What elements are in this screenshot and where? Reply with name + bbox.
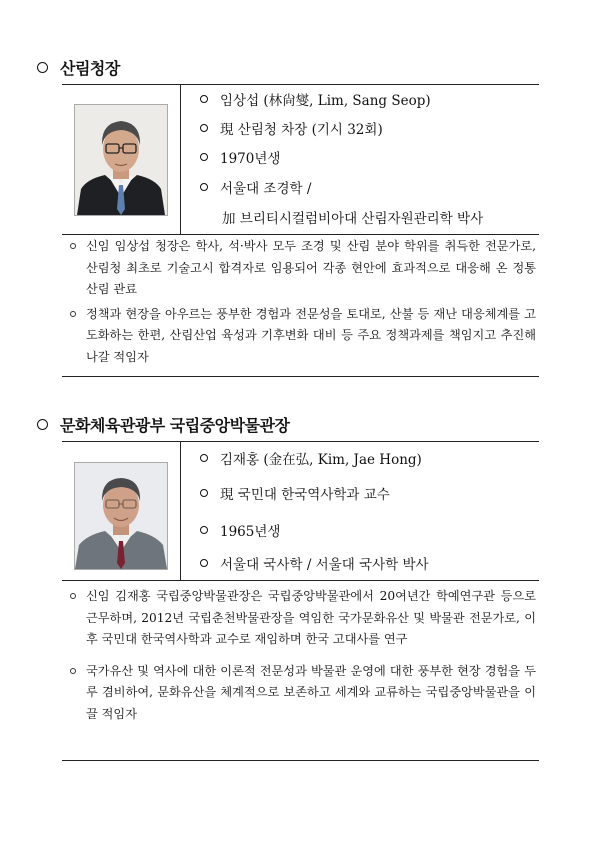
description-block-2 [66, 586, 536, 725]
info-item-name: 임상섭 (林尙燮, Lim, Sang Seop) [200, 89, 431, 109]
hollow-circle-bullet-icon [37, 62, 48, 73]
section-title-1 [37, 56, 120, 79]
hollow-circle-bullet-icon [37, 419, 48, 430]
description-item: 정책과 현장을 아우르는 풍부한 경험과 전문성을 토대로, 산불 등 재난 대응체계를 고도화하는 한편, 산림산업 육성과 기후변화 대비 등 주요 정책과제를 책임지고 추진해 나갈 적임자 [66, 304, 536, 369]
table-top-border [62, 84, 539, 85]
small-circle-bullet-icon [200, 95, 208, 103]
section-title-2 [37, 413, 289, 436]
info-item-birth: 1965년생 [200, 520, 280, 540]
small-circle-bullet-icon [70, 243, 76, 249]
info-item-education: 서울대 조경학 / [200, 177, 311, 197]
table-middle-border [62, 234, 539, 235]
table-bottom-border [62, 376, 539, 377]
section-title-text: 산림청장 [60, 59, 120, 78]
portrait-photo [74, 462, 168, 570]
table-column-divider [180, 441, 181, 580]
info-item-birth: 1970년생 [200, 147, 280, 167]
table-column-divider [180, 84, 181, 234]
portrait-photo [74, 104, 168, 216]
info-item-position: 現 국민대 한국역사학과 교수 [200, 483, 390, 503]
table-bottom-border [62, 760, 539, 761]
info-item-education-cont: 加 브리티시컬럼비아대 산림자원관리학 박사 [222, 211, 484, 227]
small-circle-bullet-icon [200, 124, 208, 132]
info-item-position: 現 산림청 차장 (기시 32회) [200, 118, 383, 138]
description-item: 신임 임상섭 청장은 학사, 석·박사 모두 조경 및 산림 분야 학위를 취득한 전문가로, 산림청 최초로 기술고시 합격자로 임용되어 각종 현안에 효과적으로 대응해 온 정통 산림 관료 [66, 236, 536, 301]
description-item: 국가유산 및 역사에 대한 이론적 전문성과 박물관 운영에 대한 풍부한 현장 경험을 두루 겸비하여, 문화유산을 체계적으로 보존하고 세계와 교류하는 국립중앙박물관을 이끌 적임자 [66, 661, 536, 726]
section-title-text: 문화체육관광부 국립중앙박물관장 [60, 416, 290, 435]
small-circle-bullet-icon [70, 593, 76, 599]
info-item-name: 김재홍 (金在弘, Kim, Jae Hong) [200, 448, 422, 468]
small-circle-bullet-icon [200, 559, 208, 567]
small-circle-bullet-icon [200, 454, 208, 462]
table-middle-border [62, 580, 539, 581]
small-circle-bullet-icon [200, 526, 208, 534]
small-circle-bullet-icon [200, 489, 208, 497]
small-circle-bullet-icon [200, 153, 208, 161]
info-item-education: 서울대 국사학 / 서울대 국사학 박사 [200, 553, 429, 573]
small-circle-bullet-icon [70, 311, 76, 317]
description-item: 신임 김재홍 국립중앙박물관장은 국립중앙박물관에서 20여년간 학예연구관 등으로 근무하며, 2012년 국립춘천박물관장을 역임한 국가문화유산 및 박물관 전문가로, 이후 국민대 한국역사학과 교수로 재임하며 한국 고대사를 연구 [66, 586, 536, 651]
description-block-1 [66, 236, 536, 368]
small-circle-bullet-icon [70, 668, 76, 674]
small-circle-bullet-icon [200, 183, 208, 191]
table-top-border [62, 441, 539, 442]
